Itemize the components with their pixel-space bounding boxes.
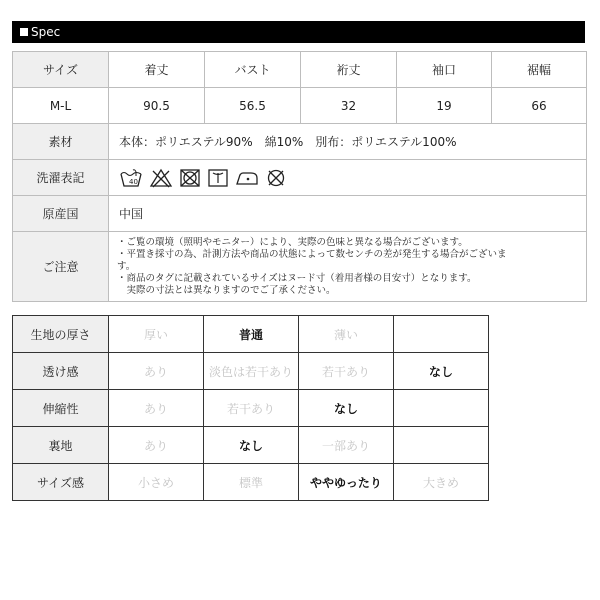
lining-option: あり xyxy=(109,427,204,464)
hand-wash-temp: 40 xyxy=(129,177,138,186)
notes-line: 実際の寸法とは異なりますのでご了承ください。 xyxy=(117,284,336,296)
lining-option xyxy=(394,427,489,464)
length-header: 着丈 xyxy=(109,52,205,88)
stretch-option: 若干あり xyxy=(204,390,299,427)
fit-option: 大きめ xyxy=(394,464,489,501)
lining-option: 一部あり xyxy=(299,427,394,464)
origin-row xyxy=(13,196,587,232)
washing-icons xyxy=(109,160,587,196)
sheerness-label: 透け感 xyxy=(13,353,109,390)
thickness-option-selected: 普通 xyxy=(204,316,299,353)
fit-row xyxy=(13,464,489,501)
notes-line: す。 xyxy=(117,260,136,272)
low-iron-icon xyxy=(235,168,259,188)
fit-option-selected: ややゆったり xyxy=(299,464,394,501)
washing-row xyxy=(13,160,587,196)
thickness-label: 生地の厚さ xyxy=(13,316,109,353)
notes-text xyxy=(109,232,587,302)
stretch-row xyxy=(13,390,489,427)
no-dry-clean-icon xyxy=(265,168,287,188)
material-value: 本体：ポリエステル90% 綿10% 別布：ポリエステル100% xyxy=(109,124,587,160)
thickness-option: 薄い xyxy=(299,316,394,353)
thickness-option: 厚い xyxy=(109,316,204,353)
stretch-option-selected: なし xyxy=(299,390,394,427)
notes-line: ・商品のタグに記載されているサイズはヌード寸（着用者様の目安寸）となります。 xyxy=(117,272,477,284)
fit-option: 標準 xyxy=(204,464,299,501)
line-dry-icon xyxy=(207,168,229,188)
stretch-option xyxy=(394,390,489,427)
spec-title: Spec xyxy=(31,25,61,39)
thickness-row xyxy=(13,316,489,353)
fabric-feel-table xyxy=(12,315,489,501)
material-label: 素材 xyxy=(13,124,109,160)
notes-row xyxy=(13,232,587,302)
yuki-value: 32 xyxy=(301,88,397,124)
bust-header: バスト xyxy=(205,52,301,88)
thickness-option xyxy=(394,316,489,353)
yuki-header: 裄丈 xyxy=(301,52,397,88)
lining-label: 裏地 xyxy=(13,427,109,464)
bust-value: 56.5 xyxy=(205,88,301,124)
origin-label: 原産国 xyxy=(13,196,109,232)
cuff-header: 袖口 xyxy=(397,52,492,88)
origin-value: 中国 xyxy=(109,196,587,232)
sheerness-option: 若干あり xyxy=(299,353,394,390)
hand-wash-40-icon xyxy=(119,168,143,188)
fit-label: サイズ感 xyxy=(13,464,109,501)
sheerness-option: 淡色は若干あり xyxy=(204,353,299,390)
stretch-label: 伸縮性 xyxy=(13,390,109,427)
lining-row xyxy=(13,427,489,464)
washing-label: 洗濯表記 xyxy=(13,160,109,196)
no-bleach-icon xyxy=(149,168,173,188)
sheerness-option: あり xyxy=(109,353,204,390)
size-value-row xyxy=(13,88,587,124)
notes-line: ・ご覧の環境（照明やモニター）により、実際の色味と異なる場合がございます。 xyxy=(117,236,468,248)
spec-table xyxy=(12,51,587,302)
sheerness-row xyxy=(13,353,489,390)
notes-label: ご注意 xyxy=(13,232,109,302)
size-header: サイズ xyxy=(13,52,109,88)
square-icon xyxy=(20,28,28,36)
lining-option-selected: なし xyxy=(204,427,299,464)
length-value: 90.5 xyxy=(109,88,205,124)
no-tumble-dry-icon xyxy=(179,168,201,188)
notes-line: ・平置き採寸の為、計測方法や商品の状態によって数センチの差が発生する場合がございま xyxy=(117,248,507,260)
cuff-value: 19 xyxy=(397,88,492,124)
hem-width-value: 66 xyxy=(492,88,587,124)
fit-option: 小さめ xyxy=(109,464,204,501)
size-value: M-L xyxy=(13,88,109,124)
hem-width-header: 裾幅 xyxy=(492,52,587,88)
spec-header xyxy=(12,21,585,43)
stretch-option: あり xyxy=(109,390,204,427)
material-row xyxy=(13,124,587,160)
size-header-row xyxy=(13,52,587,88)
sheerness-option-selected: なし xyxy=(394,353,489,390)
